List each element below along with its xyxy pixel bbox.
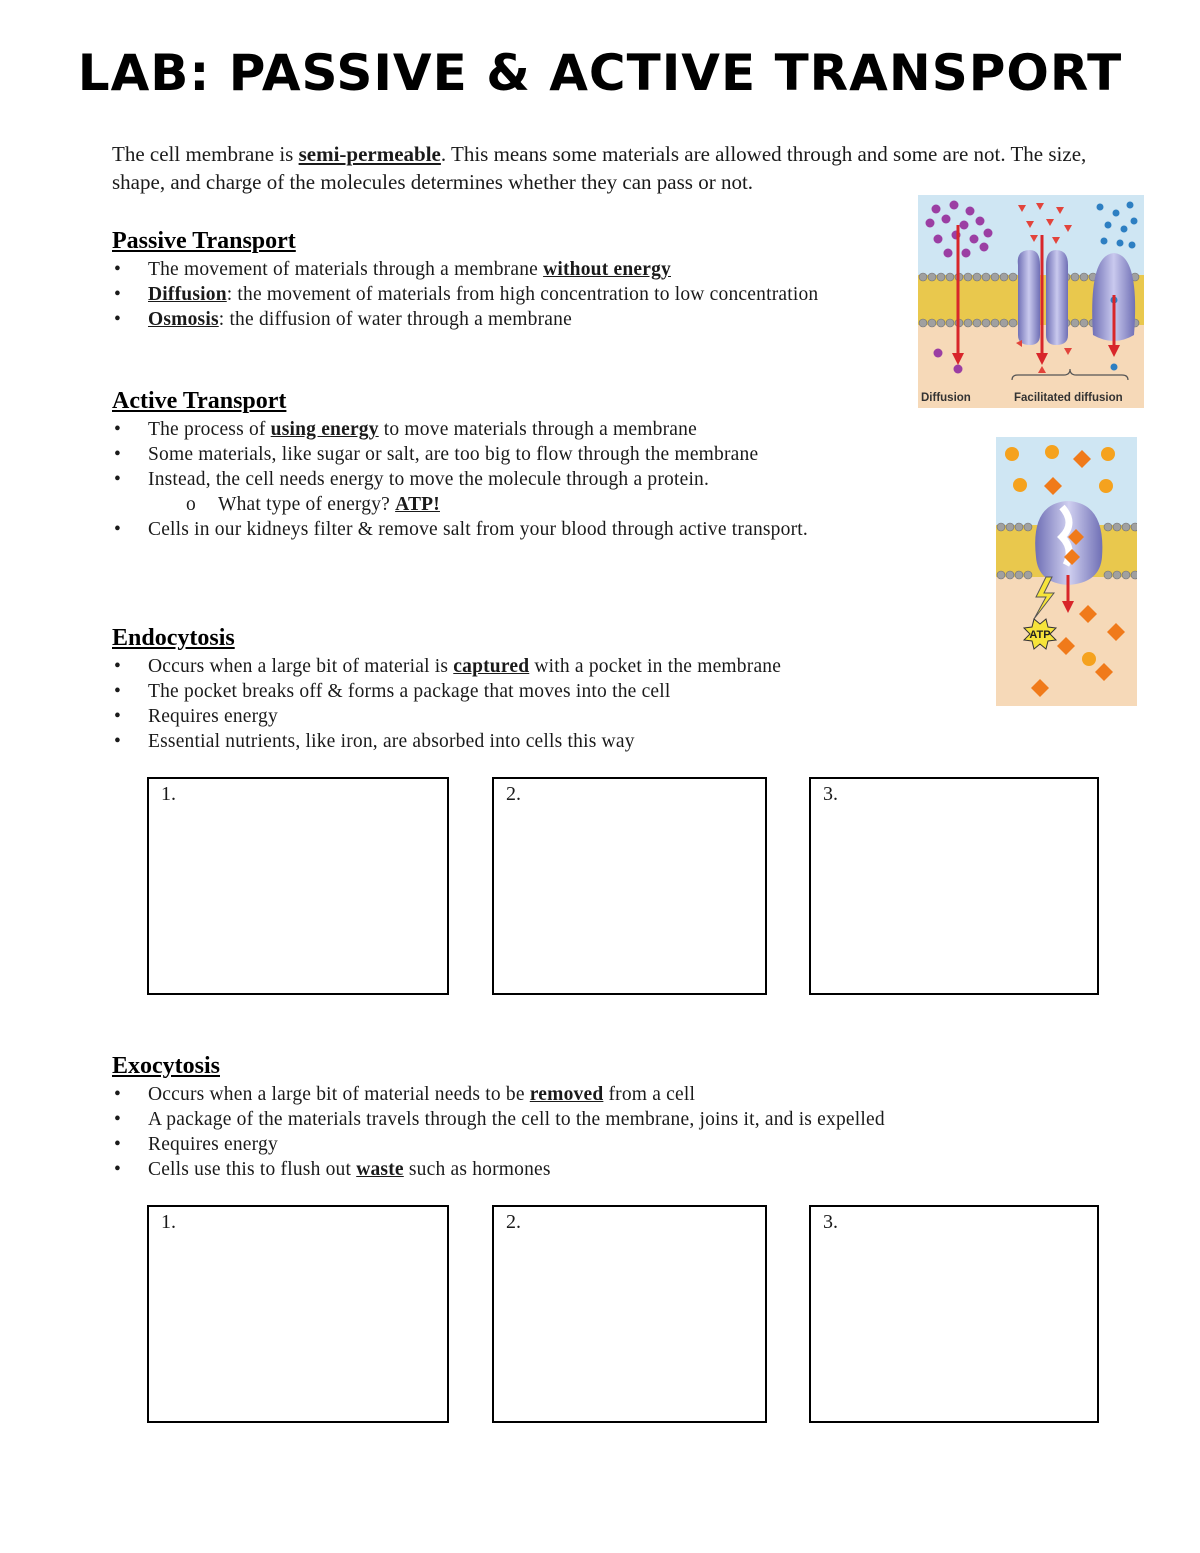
endocytosis-drawing-box-2[interactable]: 2. <box>492 777 767 995</box>
passive-transport-list <box>112 257 818 332</box>
atp-label: ATP <box>1029 629 1051 641</box>
list-item: • Osmosis: the diffusion of water through a membrane <box>112 307 818 332</box>
list-item: • Essential nutrients, like iron, are absorbed into cells this way <box>112 729 781 754</box>
endocytosis-drawing-box-1[interactable]: 1. <box>147 777 449 995</box>
list-item: • Instead, the cell needs energy to move the molecule through a protein. <box>112 467 808 492</box>
facilitated-diffusion-label: Facilitated diffusion <box>1014 392 1123 404</box>
active-transport-section <box>112 388 808 542</box>
endocytosis-list <box>112 654 781 754</box>
channel-protein-left <box>1018 250 1040 345</box>
exocytosis-section <box>112 1053 885 1182</box>
list-item: • The pocket breaks off & forms a package that moves into the cell <box>112 679 781 704</box>
passive-transport-section <box>112 228 818 332</box>
channel-protein-right <box>1046 250 1068 345</box>
exocytosis-list <box>112 1082 885 1182</box>
list-item: • Some materials, like sugar or salt, are too big to flow through the membrane <box>112 442 808 467</box>
list-item: • Requires energy <box>112 1132 885 1157</box>
exocytosis-drawing-box-1[interactable]: 1. <box>147 1205 449 1423</box>
list-item: • A package of the materials travels through the cell to the membrane, joins it, and is expelled <box>112 1107 885 1132</box>
list-item: • Cells in our kidneys filter & remove salt from your blood through active transport. <box>112 517 808 542</box>
list-item: o What type of energy? ATP! <box>112 492 808 517</box>
endocytosis-drawing-box-3[interactable]: 3. <box>809 777 1099 995</box>
semi-permeable-term: semi-permeable <box>298 142 441 166</box>
passive-transport-heading: Passive Transport <box>112 228 296 254</box>
exocytosis-drawing-box-3[interactable]: 3. <box>809 1205 1099 1423</box>
list-item: • The movement of materials through a membrane without energy <box>112 257 818 282</box>
list-item: • The process of using energy to move materials through a membrane <box>112 417 808 442</box>
exocytosis-heading: Exocytosis <box>112 1053 220 1079</box>
intro-paragraph: The cell membrane is semi-permeable. This means some materials are allowed through and some are not. The size, shape, and charge of the molecules determines whether they can pass or not. <box>112 142 1087 194</box>
page-title: LAB: PASSIVE & ACTIVE TRANSPORT <box>77 44 1123 102</box>
active-transport-figure <box>996 437 1137 706</box>
active-transport-list <box>112 417 808 542</box>
list-item: • Occurs when a large bit of material is captured with a pocket in the membrane <box>112 654 781 679</box>
active-transport-heading: Active Transport <box>112 388 287 414</box>
list-item: • Diffusion: the movement of materials from high concentration to low concentration <box>112 282 818 307</box>
endocytosis-heading: Endocytosis <box>112 625 235 651</box>
diffusion-label: Diffusion <box>921 392 971 404</box>
list-item: • Occurs when a large bit of material needs to be removed from a cell <box>112 1082 885 1107</box>
list-item: • Requires energy <box>112 704 781 729</box>
list-item: • Cells use this to flush out waste such as hormones <box>112 1157 885 1182</box>
endocytosis-section <box>112 625 781 754</box>
exocytosis-drawing-box-2[interactable]: 2. <box>492 1205 767 1423</box>
diffusion-figure <box>918 195 1144 408</box>
